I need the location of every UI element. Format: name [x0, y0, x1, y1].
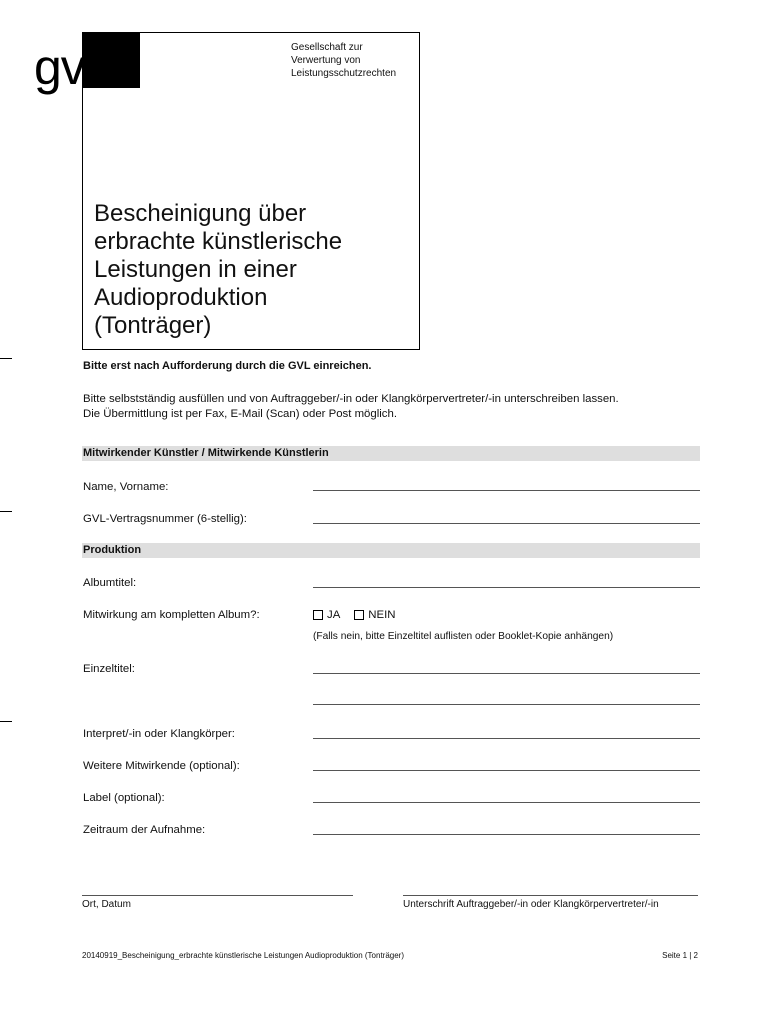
section-heading-artist: Mitwirkender Künstler / Mitwirkende Künstlerin — [82, 446, 700, 461]
name-field[interactable] — [313, 490, 700, 491]
instructions-line-2: Die Übermittlung ist per Fax, E-Mail (Scan) oder Post möglich. — [83, 408, 397, 420]
full-album-label: Mitwirkung am kompletten Album?: — [83, 609, 260, 621]
title-line: Bescheinigung über — [94, 200, 307, 227]
tracks-field-1[interactable] — [313, 673, 700, 674]
place-date-field[interactable] — [82, 895, 353, 896]
title-line: Leistungen in einer — [94, 256, 297, 283]
album-title-field[interactable] — [313, 587, 700, 588]
other-contributors-field[interactable] — [313, 770, 700, 771]
no-checkbox[interactable] — [354, 610, 364, 620]
signature-field[interactable] — [403, 895, 698, 896]
organization-name-line-3: Leistungsschutzrechten — [291, 68, 397, 79]
fold-mark — [0, 721, 12, 722]
submission-notice: Bitte erst nach Aufforderung durch die GVL einreichen. — [83, 360, 372, 372]
tracks-field-2[interactable] — [313, 704, 700, 705]
title-line: erbrachte künstlerische — [94, 228, 343, 255]
section-heading-production: Produktion — [82, 543, 700, 558]
document-title — [94, 200, 414, 340]
performer-field[interactable] — [313, 738, 700, 739]
performer-label: Interpret/-in oder Klangkörper: — [83, 728, 235, 740]
record-label-label: Label (optional): — [83, 792, 165, 804]
full-album-options — [313, 608, 396, 622]
full-album-hint: (Falls nein, bitte Einzeltitel auflisten oder Booklet-Kopie anhängen) — [313, 631, 614, 642]
page-number: Seite 1 | 2 — [662, 951, 698, 960]
other-contributors-label: Weitere Mitwirkende (optional): — [83, 760, 240, 772]
album-title-label: Albumtitel: — [83, 577, 137, 589]
name-label: Name, Vorname: — [83, 481, 169, 493]
instructions-line-1: Bitte selbstständig ausfüllen und von Auftraggeber/-in oder Klangkörpervertreter/-in unterschreiben lassen. — [83, 393, 619, 405]
no-option-label: NEIN — [368, 609, 396, 621]
title-line: Audioproduktion — [94, 284, 268, 311]
title-line: (Tonträger) — [94, 312, 212, 339]
record-label-field[interactable] — [313, 802, 700, 803]
tracks-label: Einzeltitel: — [83, 663, 135, 675]
punch-mark — [0, 511, 12, 512]
yes-option-label: JA — [327, 609, 341, 621]
gvl-logo: gvl — [34, 39, 95, 95]
recording-period-label: Zeitraum der Aufnahme: — [83, 824, 206, 836]
place-date-label: Ort, Datum — [82, 899, 131, 910]
signature-label: Unterschrift Auftraggeber/-in oder Klangkörpervertreter/-in — [403, 899, 659, 910]
footer-filename: 20140919_Bescheinigung_erbrachte künstlerische Leistungen Audioproduktion (Tonträger) — [82, 951, 404, 960]
organization-name-line-2: Verwertung von — [291, 55, 361, 66]
contract-number-label: GVL-Vertragsnummer (6-stellig): — [83, 513, 247, 525]
yes-checkbox[interactable] — [313, 610, 323, 620]
organization-name-line-1: Gesellschaft zur — [291, 42, 363, 53]
recording-period-field[interactable] — [313, 834, 700, 835]
fold-mark — [0, 358, 12, 359]
contract-number-field[interactable] — [313, 523, 700, 524]
